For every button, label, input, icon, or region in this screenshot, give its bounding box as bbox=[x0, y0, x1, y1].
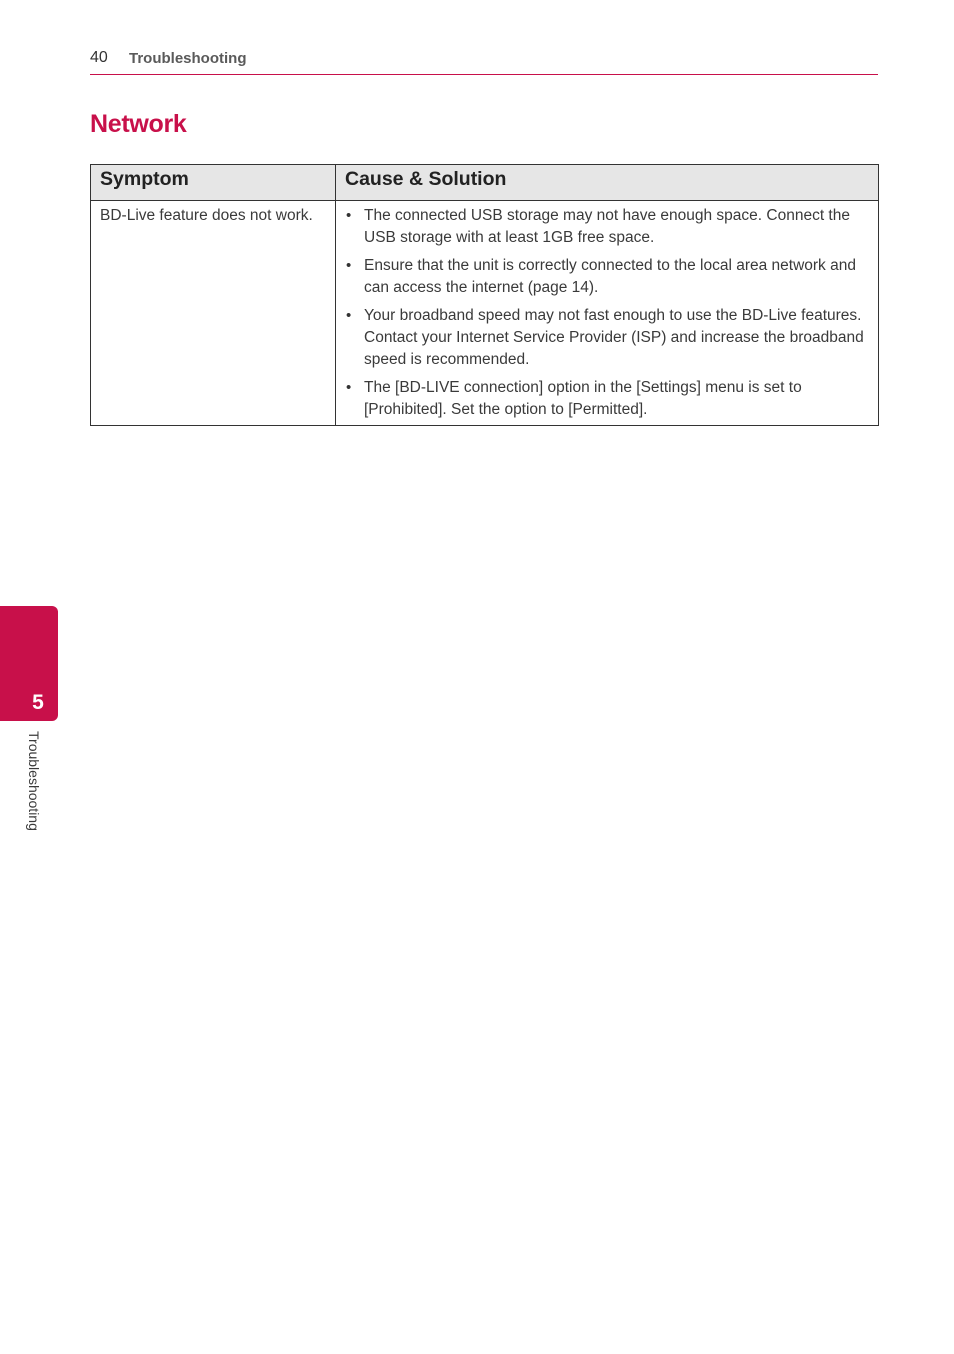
cause-text: Your broadband speed may not fast enough to use the BD-Live features. Contact your Internet Service Provider (ISP) and increase the broadband speed is recommended. bbox=[364, 307, 864, 368]
chapter-number: 5 bbox=[32, 691, 44, 714]
chapter-tab bbox=[0, 606, 58, 721]
symptom-cell: BD-Live feature does not work. bbox=[91, 201, 336, 426]
bullet-icon: • bbox=[346, 257, 352, 274]
cause-item bbox=[345, 305, 869, 371]
page-number: 40 bbox=[90, 49, 108, 66]
page-header bbox=[90, 46, 878, 75]
header-chapter-title: Troubleshooting bbox=[129, 50, 247, 67]
cause-item bbox=[345, 377, 869, 421]
cause-item bbox=[345, 205, 869, 249]
cause-solution-cell bbox=[336, 201, 879, 426]
side-chapter-label: Troubleshooting bbox=[26, 731, 42, 831]
cause-text: The [BD-LIVE connection] option in the [Settings] menu is set to [Prohibited]. Set the option to [Permitted]. bbox=[364, 379, 802, 418]
table-row bbox=[91, 201, 879, 426]
cause-list bbox=[345, 205, 869, 421]
column-header-symptom: Symptom bbox=[91, 165, 336, 201]
section-title: Network bbox=[90, 110, 187, 138]
column-header-cause-solution: Cause & Solution bbox=[336, 165, 879, 201]
table-header-row bbox=[91, 165, 879, 201]
bullet-icon: • bbox=[346, 307, 352, 324]
cause-text: The connected USB storage may not have enough space. Connect the USB storage with at least 1GB free space. bbox=[364, 207, 850, 246]
bullet-icon: • bbox=[346, 379, 352, 396]
bullet-icon: • bbox=[346, 207, 352, 224]
troubleshooting-table bbox=[90, 164, 879, 426]
cause-text: Ensure that the unit is correctly connected to the local area network and can access the internet (page 14). bbox=[364, 257, 856, 296]
cause-item bbox=[345, 255, 869, 299]
